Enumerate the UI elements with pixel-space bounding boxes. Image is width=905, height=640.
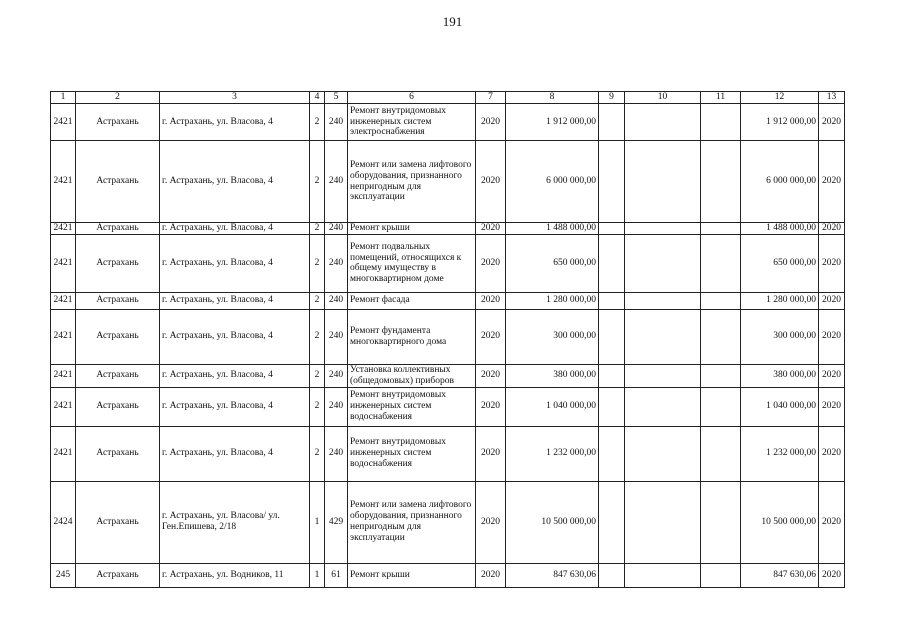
cell-address: г. Астрахань, ул. Власова, 4: [160, 387, 310, 426]
cell-year: 2020: [476, 234, 506, 292]
cell-municipality: Астрахань: [76, 563, 160, 587]
cell-completion-year: 2020: [819, 223, 845, 235]
cell-municipality: Астрахань: [76, 223, 160, 235]
cell-col-11: [701, 426, 741, 481]
cell-col-9: [599, 387, 625, 426]
cell-col-11: [701, 309, 741, 364]
cell-work-type: Ремонт или замена лифтового оборудования, признанного непригодным для эксплуатации: [348, 141, 476, 223]
cell-floors: 2: [310, 223, 325, 235]
cell-col-9: [599, 292, 625, 309]
cell-col-9: [599, 223, 625, 235]
cell-address: г. Астрахань, ул. Власова, 4: [160, 223, 310, 235]
cell-cost: 847 630,06: [506, 563, 599, 587]
column-header-9: 9: [599, 92, 625, 104]
cell-year: 2020: [476, 563, 506, 587]
cell-completion-year: 2020: [819, 387, 845, 426]
cell-municipality: Астрахань: [76, 481, 160, 563]
cell-work-type: Ремонт крыши: [348, 563, 476, 587]
cell-address: г. Астрахань, ул. Власова, 4: [160, 364, 310, 387]
cell-work-type: Ремонт или замена лифтового оборудования, признанного непригодным для эксплуатации: [348, 481, 476, 563]
cell-col-10: [625, 481, 701, 563]
cell-address: г. Астрахань, ул. Власова, 4: [160, 292, 310, 309]
cell-cost: 1 912 000,00: [506, 104, 599, 141]
cell-col-10: [625, 104, 701, 141]
cell-col-10: [625, 563, 701, 587]
cell-item-number: 245: [51, 563, 76, 587]
cell-cost: 380 000,00: [506, 364, 599, 387]
table-row: [51, 481, 845, 563]
cell-address: г. Астрахань, ул. Власова, 4: [160, 309, 310, 364]
cell-work-type: Ремонт фасада: [348, 292, 476, 309]
cell-address: г. Астрахань, ул. Власова, 4: [160, 234, 310, 292]
cell-work-type: Ремонт подвальных помещений, относящихся к общему имуществу в многоквартирном доме: [348, 234, 476, 292]
cell-col-9: [599, 234, 625, 292]
cell-completion-year: 2020: [819, 481, 845, 563]
cell-total-cost: 10 500 000,00: [741, 481, 819, 563]
table-row: [51, 141, 845, 223]
cell-col-11: [701, 223, 741, 235]
cell-col-10: [625, 426, 701, 481]
cell-col-11: [701, 481, 741, 563]
cell-completion-year: 2020: [819, 309, 845, 364]
cell-col-10: [625, 309, 701, 364]
cell-area: 240: [325, 364, 348, 387]
cell-area: 240: [325, 309, 348, 364]
cell-floors: 1: [310, 481, 325, 563]
page-number: 191: [442, 14, 463, 29]
cell-col-11: [701, 234, 741, 292]
cell-total-cost: 1 232 000,00: [741, 426, 819, 481]
cell-col-10: [625, 292, 701, 309]
cell-col-10: [625, 234, 701, 292]
table-row: [51, 104, 845, 141]
cell-completion-year: 2020: [819, 141, 845, 223]
cell-total-cost: 300 000,00: [741, 309, 819, 364]
cell-col-11: [701, 141, 741, 223]
cell-work-type: Ремонт внутридомовых инженерных систем водоснабжения: [348, 426, 476, 481]
cell-completion-year: 2020: [819, 234, 845, 292]
cell-col-11: [701, 104, 741, 141]
cell-item-number: 2421: [51, 426, 76, 481]
cell-work-type: Ремонт фундамента многоквартирного дома: [348, 309, 476, 364]
cell-cost: 1 488 000,00: [506, 223, 599, 235]
cell-floors: 2: [310, 426, 325, 481]
cell-completion-year: 2020: [819, 292, 845, 309]
cell-cost: 1 280 000,00: [506, 292, 599, 309]
cell-col-10: [625, 364, 701, 387]
cell-item-number: 2421: [51, 104, 76, 141]
cell-floors: 1: [310, 563, 325, 587]
cell-municipality: Астрахань: [76, 309, 160, 364]
cell-col-11: [701, 292, 741, 309]
cell-cost: 1 040 000,00: [506, 387, 599, 426]
table-row: [51, 364, 845, 387]
cell-item-number: 2421: [51, 309, 76, 364]
table-row: [51, 426, 845, 481]
cell-floors: 2: [310, 104, 325, 141]
repair-registry-table: [50, 91, 845, 588]
cell-municipality: Астрахань: [76, 141, 160, 223]
cell-col-9: [599, 104, 625, 141]
cell-col-11: [701, 563, 741, 587]
cell-col-9: [599, 563, 625, 587]
cell-item-number: 2421: [51, 364, 76, 387]
cell-total-cost: 847 630,06: [741, 563, 819, 587]
cell-municipality: Астрахань: [76, 234, 160, 292]
cell-total-cost: 380 000,00: [741, 364, 819, 387]
column-header-10: 10: [625, 92, 701, 104]
cell-year: 2020: [476, 223, 506, 235]
column-header-13: 13: [819, 92, 845, 104]
cell-floors: 2: [310, 292, 325, 309]
cell-completion-year: 2020: [819, 364, 845, 387]
cell-work-type: Ремонт внутридомовых инженерных систем электроснабжения: [348, 104, 476, 141]
header-row: [51, 92, 845, 104]
cell-total-cost: 6 000 000,00: [741, 141, 819, 223]
cell-col-9: [599, 364, 625, 387]
cell-year: 2020: [476, 364, 506, 387]
column-header-1: 1: [51, 92, 76, 104]
cell-area: 240: [325, 234, 348, 292]
cell-area: 240: [325, 292, 348, 309]
table-row: [51, 234, 845, 292]
cell-floors: 2: [310, 387, 325, 426]
cell-completion-year: 2020: [819, 426, 845, 481]
column-header-4: 4: [310, 92, 325, 104]
cell-work-type: Ремонт крыши: [348, 223, 476, 235]
column-header-6: 6: [348, 92, 476, 104]
cell-cost: 10 500 000,00: [506, 481, 599, 563]
cell-floors: 2: [310, 364, 325, 387]
column-header-8: 8: [506, 92, 599, 104]
table-row: [51, 387, 845, 426]
cell-cost: 650 000,00: [506, 234, 599, 292]
cell-address: г. Астрахань, ул. Власова, 4: [160, 141, 310, 223]
column-header-3: 3: [160, 92, 310, 104]
cell-area: 240: [325, 426, 348, 481]
column-header-12: 12: [741, 92, 819, 104]
cell-year: 2020: [476, 481, 506, 563]
cell-floors: 2: [310, 309, 325, 364]
cell-year: 2020: [476, 292, 506, 309]
cell-work-type: Установка коллективных (общедомовых) приборов: [348, 364, 476, 387]
table-row: [51, 292, 845, 309]
table-row: [51, 309, 845, 364]
cell-col-10: [625, 387, 701, 426]
cell-municipality: Астрахань: [76, 387, 160, 426]
cell-col-9: [599, 481, 625, 563]
cell-municipality: Астрахань: [76, 292, 160, 309]
cell-col-11: [701, 364, 741, 387]
table-row: [51, 563, 845, 587]
cell-item-number: 2421: [51, 223, 76, 235]
cell-year: 2020: [476, 309, 506, 364]
cell-area: 429: [325, 481, 348, 563]
cell-area: 61: [325, 563, 348, 587]
cell-item-number: 2421: [51, 292, 76, 309]
cell-cost: 6 000 000,00: [506, 141, 599, 223]
cell-col-10: [625, 223, 701, 235]
cell-address: г. Астрахань, ул. Водников, 11: [160, 563, 310, 587]
column-header-5: 5: [325, 92, 348, 104]
cell-item-number: 2421: [51, 234, 76, 292]
cell-municipality: Астрахань: [76, 104, 160, 141]
cell-col-9: [599, 309, 625, 364]
column-header-7: 7: [476, 92, 506, 104]
cell-total-cost: 1 280 000,00: [741, 292, 819, 309]
cell-area: 240: [325, 387, 348, 426]
cell-completion-year: 2020: [819, 563, 845, 587]
cell-col-11: [701, 387, 741, 426]
cell-area: 240: [325, 223, 348, 235]
cell-total-cost: 1 488 000,00: [741, 223, 819, 235]
cell-cost: 300 000,00: [506, 309, 599, 364]
cell-item-number: 2421: [51, 141, 76, 223]
column-header-11: 11: [701, 92, 741, 104]
table-row: [51, 223, 845, 235]
cell-year: 2020: [476, 104, 506, 141]
cell-work-type: Ремонт внутридомовых инженерных систем водоснабжения: [348, 387, 476, 426]
cell-item-number: 2424: [51, 481, 76, 563]
cell-year: 2020: [476, 387, 506, 426]
cell-area: 240: [325, 141, 348, 223]
cell-municipality: Астрахань: [76, 364, 160, 387]
cell-area: 240: [325, 104, 348, 141]
cell-total-cost: 1 912 000,00: [741, 104, 819, 141]
cell-total-cost: 1 040 000,00: [741, 387, 819, 426]
cell-address: г. Астрахань, ул. Власова, 4: [160, 426, 310, 481]
cell-year: 2020: [476, 141, 506, 223]
cell-total-cost: 650 000,00: [741, 234, 819, 292]
cell-floors: 2: [310, 234, 325, 292]
cell-item-number: 2421: [51, 387, 76, 426]
cell-floors: 2: [310, 141, 325, 223]
cell-completion-year: 2020: [819, 104, 845, 141]
cell-year: 2020: [476, 426, 506, 481]
cell-cost: 1 232 000,00: [506, 426, 599, 481]
cell-col-9: [599, 141, 625, 223]
cell-col-9: [599, 426, 625, 481]
cell-col-10: [625, 141, 701, 223]
column-header-2: 2: [76, 92, 160, 104]
cell-municipality: Астрахань: [76, 426, 160, 481]
cell-address: г. Астрахань, ул. Власова/ ул. Ген.Епишева, 2/18: [160, 481, 310, 563]
cell-address: г. Астрахань, ул. Власова, 4: [160, 104, 310, 141]
